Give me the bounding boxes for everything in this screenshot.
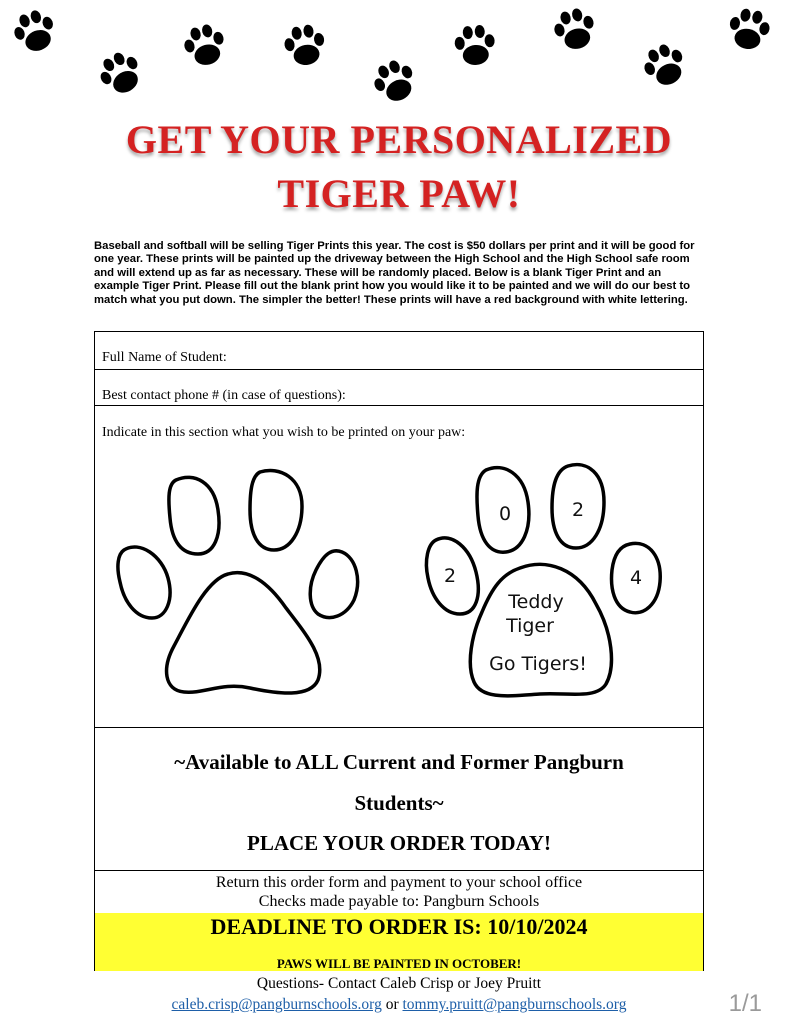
example-toe-3-text: 2 (443, 565, 457, 587)
example-pad-line-1: Teddy (508, 591, 564, 613)
example-pad-line-2: Tiger (506, 615, 554, 637)
divider (94, 727, 704, 728)
paw-print-icon (546, 2, 604, 58)
paw-print-icon (6, 4, 64, 60)
paw-print-icon (366, 54, 424, 110)
payable-to: Checks made payable to: Pangburn Schools (258, 893, 540, 910)
painting-schedule: PAWS WILL BE PAINTED IN OCTOBER! (276, 956, 522, 971)
page-indicator: 1/1 (728, 990, 762, 1017)
paw-print-icon (276, 18, 334, 74)
phone-field[interactable]: Best contact phone # (in case of questions): (102, 388, 346, 403)
paw-print-icon (720, 2, 778, 58)
blank-toe-1 (169, 477, 219, 554)
or-text: or (385, 996, 399, 1013)
blank-paw-drawing[interactable] (110, 462, 360, 702)
example-toe-2-text: 2 (571, 499, 585, 521)
paw-print-icon (636, 38, 694, 94)
paw-print-icon (92, 46, 150, 102)
deadline-text: DEADLINE TO ORDER IS: 10/10/2024 (210, 914, 588, 939)
blank-toe-3 (118, 547, 170, 618)
paw-print-icon (176, 18, 234, 74)
return-instructions: Return this order form and payment to your school office (215, 874, 583, 891)
order-today-text: PLACE YOUR ORDER TODAY! (247, 831, 551, 855)
questions-contact: Questions- Contact Caleb Crisp or Joey Pruitt (256, 975, 542, 992)
example-paw-drawing (420, 458, 670, 704)
divider (94, 369, 704, 370)
title-line-2: TIGER PAW! (277, 171, 521, 216)
title-line-1: GET YOUR PERSONALIZED (125, 117, 673, 162)
paw-instruction: Indicate in this section what you wish to be printed on your paw: (102, 425, 466, 440)
blank-main-pad (167, 573, 320, 693)
email-link-caleb[interactable]: caleb.crisp@pangburnschools.org (171, 996, 382, 1013)
availability-line-2: Students~ (354, 791, 444, 815)
divider (94, 405, 704, 406)
availability-line-1: ~Available to ALL Current and Former Pangburn (174, 750, 624, 774)
email-link-tommy[interactable]: tommy.pruitt@pangburnschools.org (402, 996, 627, 1013)
intro-paragraph: Baseball and softball will be selling Tiger Prints this year. The cost is $50 dollars per print and it will be good for one year. These prints will be painted up the driveway between the High School and the High School safe room and will extend up as far as necessary. These will be randomly placed. Below is a blank Tiger Print and an example Tiger Print. Please fill out the blank print how you would like it to be painted and we will do our best to match what you put down. The simpler the better! These prints will have a red background with white lettering. (94, 240, 695, 306)
blank-toe-4 (310, 551, 357, 618)
example-toe-4-text: 4 (629, 567, 643, 589)
full-name-field[interactable]: Full Name of Student: (102, 350, 227, 365)
divider (94, 870, 704, 871)
contact-emails (0, 996, 798, 1014)
blank-toe-2 (250, 470, 302, 550)
paw-print-icon (446, 18, 504, 74)
example-pad-line-3: Go Tigers! (489, 653, 587, 675)
example-toe-1-text: 0 (498, 503, 512, 525)
